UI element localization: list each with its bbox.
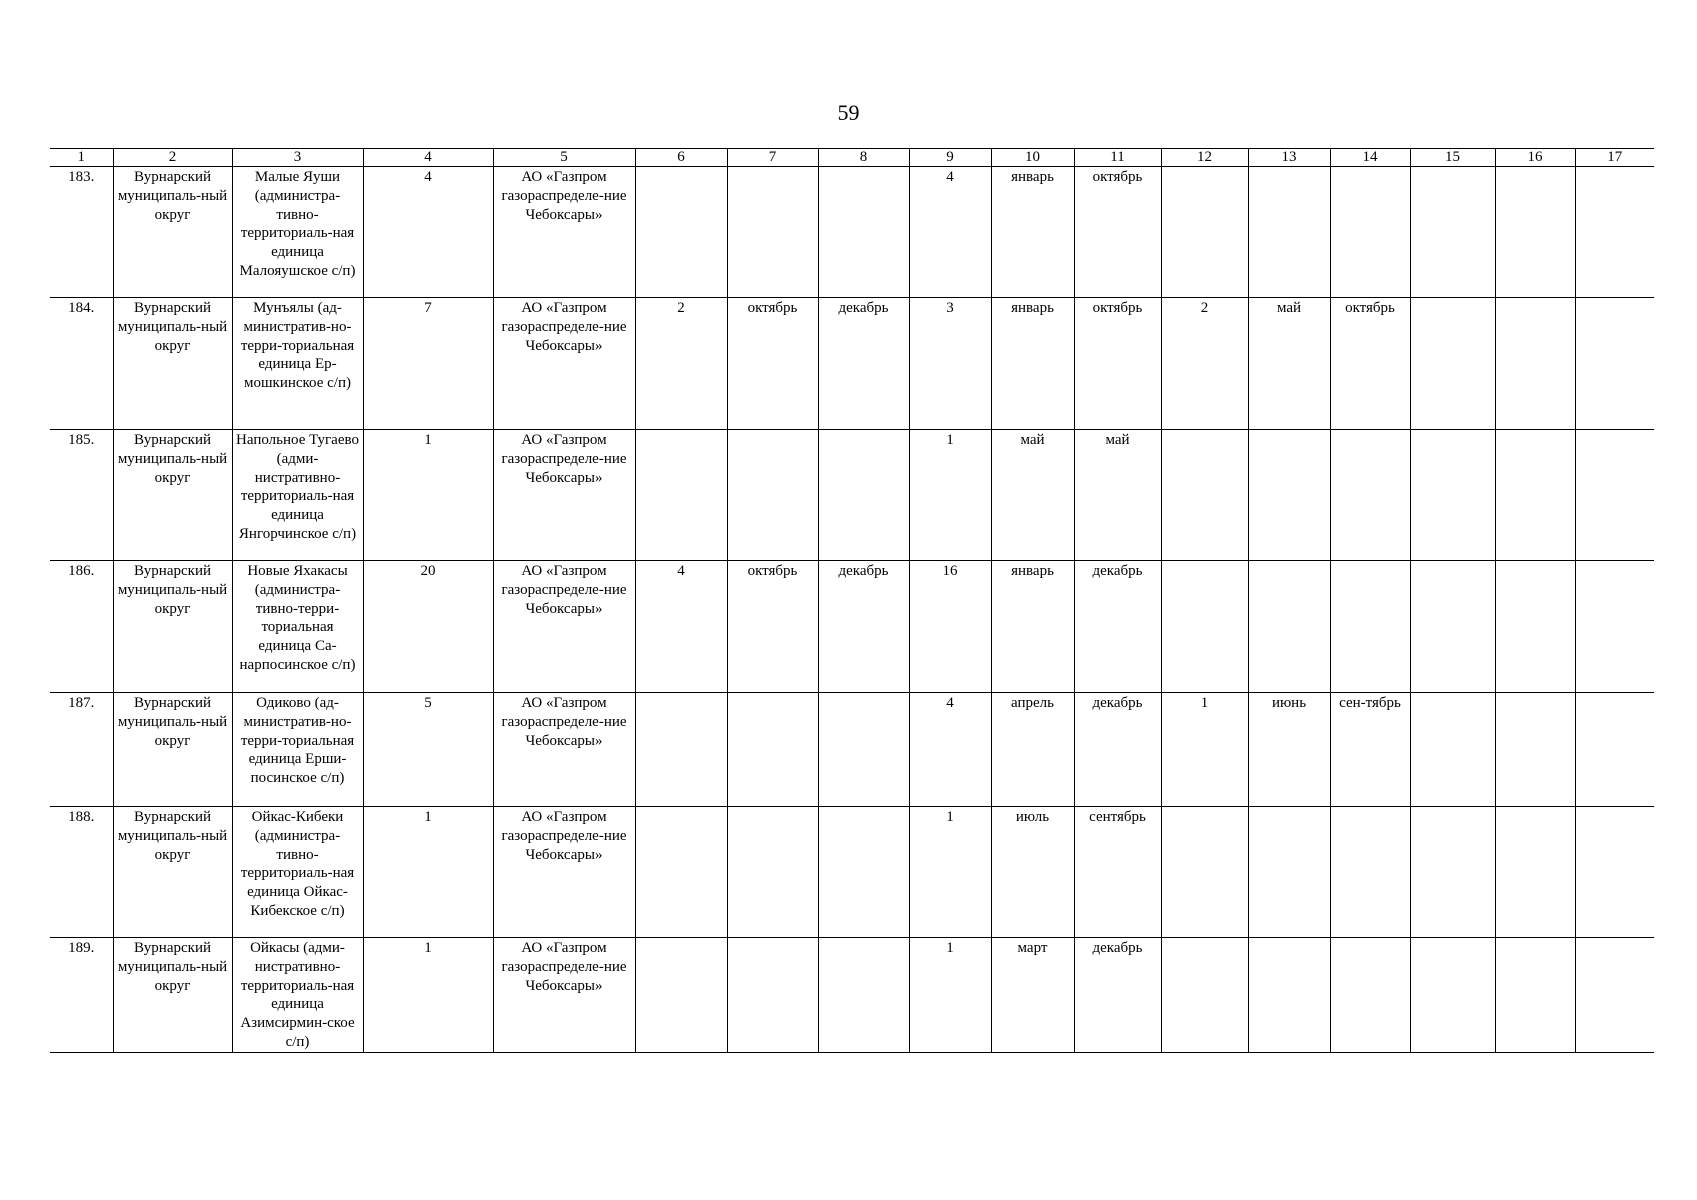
col12-cell: 1 — [1161, 693, 1248, 807]
col8-cell — [818, 807, 909, 938]
row-number-cell: 183. — [50, 167, 113, 298]
col11-cell: октябрь — [1074, 167, 1161, 298]
settlement-cell: Новые Яхакасы (администра-тивно-терри-ториальная единица Са-нарпосинское с/п) — [232, 561, 363, 693]
column-header: 14 — [1330, 149, 1410, 167]
organization-cell: АО «Газпром газораспределе-ние Чебоксары» — [493, 807, 635, 938]
col14-cell — [1330, 807, 1410, 938]
district-cell: Вурнарский муниципаль-ный округ — [113, 561, 232, 693]
col10-cell: январь — [991, 298, 1074, 430]
col11-cell: декабрь — [1074, 938, 1161, 1053]
col16-cell — [1495, 298, 1575, 430]
col12-cell — [1161, 807, 1248, 938]
organization-cell: АО «Газпром газораспределе-ние Чебоксары» — [493, 167, 635, 298]
col6-cell — [635, 167, 727, 298]
col14-cell — [1330, 561, 1410, 693]
col7-cell — [727, 430, 818, 561]
table-row — [50, 430, 1654, 561]
col8-cell — [818, 430, 909, 561]
col16-cell — [1495, 561, 1575, 693]
settlement-cell: Малые Яуши (администра-тивно-территориаль-ная единица Малояушское с/п) — [232, 167, 363, 298]
col9-cell: 1 — [909, 807, 991, 938]
col14-cell — [1330, 430, 1410, 561]
col17-cell — [1575, 167, 1654, 298]
column-header: 6 — [635, 149, 727, 167]
col11-cell: декабрь — [1074, 561, 1161, 693]
column-header: 5 — [493, 149, 635, 167]
col7-cell — [727, 938, 818, 1053]
total-count-cell: 20 — [363, 561, 493, 693]
column-header: 4 — [363, 149, 493, 167]
col9-cell: 4 — [909, 167, 991, 298]
col14-cell — [1330, 938, 1410, 1053]
col6-cell — [635, 693, 727, 807]
col17-cell — [1575, 807, 1654, 938]
district-cell: Вурнарский муниципаль-ный округ — [113, 938, 232, 1053]
settlement-cell: Ойкас-Кибеки (администра-тивно-территориаль-ная единица Ойкас-Кибекское с/п) — [232, 807, 363, 938]
col8-cell: декабрь — [818, 561, 909, 693]
col17-cell — [1575, 938, 1654, 1053]
col16-cell — [1495, 167, 1575, 298]
organization-cell: АО «Газпром газораспределе-ние Чебоксары» — [493, 561, 635, 693]
column-header: 10 — [991, 149, 1074, 167]
col10-cell: апрель — [991, 693, 1074, 807]
column-header: 1 — [50, 149, 113, 167]
col10-cell: май — [991, 430, 1074, 561]
col15-cell — [1410, 807, 1495, 938]
col16-cell — [1495, 938, 1575, 1053]
col9-cell: 4 — [909, 693, 991, 807]
total-count-cell: 7 — [363, 298, 493, 430]
col12-cell — [1161, 430, 1248, 561]
col13-cell — [1248, 430, 1330, 561]
col11-cell: сентябрь — [1074, 807, 1161, 938]
column-header: 16 — [1495, 149, 1575, 167]
column-header: 8 — [818, 149, 909, 167]
col8-cell: декабрь — [818, 298, 909, 430]
district-cell: Вурнарский муниципаль-ный округ — [113, 298, 232, 430]
col8-cell — [818, 693, 909, 807]
table-row — [50, 167, 1654, 298]
col15-cell — [1410, 561, 1495, 693]
row-number-cell: 188. — [50, 807, 113, 938]
col6-cell: 2 — [635, 298, 727, 430]
col7-cell — [727, 807, 818, 938]
col8-cell — [818, 167, 909, 298]
col7-cell: октябрь — [727, 298, 818, 430]
col10-cell: июль — [991, 807, 1074, 938]
row-number-cell: 187. — [50, 693, 113, 807]
organization-cell: АО «Газпром газораспределе-ние Чебоксары» — [493, 430, 635, 561]
table-row — [50, 807, 1654, 938]
total-count-cell: 4 — [363, 167, 493, 298]
page-number: 59 — [837, 100, 860, 125]
total-count-cell: 1 — [363, 807, 493, 938]
col15-cell — [1410, 167, 1495, 298]
settlement-cell: Мунъялы (ад-министратив-но-терри-ториальная единица Ер-мошкинское с/п) — [232, 298, 363, 430]
organization-cell: АО «Газпром газораспределе-ние Чебоксары» — [493, 298, 635, 430]
col9-cell: 16 — [909, 561, 991, 693]
col10-cell: январь — [991, 167, 1074, 298]
col17-cell — [1575, 430, 1654, 561]
col15-cell — [1410, 938, 1495, 1053]
row-number-cell: 184. — [50, 298, 113, 430]
total-count-cell: 1 — [363, 430, 493, 561]
col14-cell: октябрь — [1330, 298, 1410, 430]
settlement-cell: Одиково (ад-министратив-но-терри-ториальная единица Ерши-посинское с/п) — [232, 693, 363, 807]
settlement-cell: Ойкасы (адми-нистративно-территориаль-ная единица Азимсирмин-ское с/п) — [232, 938, 363, 1053]
column-header: 7 — [727, 149, 818, 167]
row-number-cell: 185. — [50, 430, 113, 561]
col10-cell: январь — [991, 561, 1074, 693]
table-row — [50, 938, 1654, 1053]
organization-cell: АО «Газпром газораспределе-ние Чебоксары» — [493, 693, 635, 807]
col9-cell: 1 — [909, 430, 991, 561]
column-number-row — [50, 149, 1654, 167]
schedule-table — [50, 148, 1654, 1053]
col13-cell — [1248, 561, 1330, 693]
district-cell: Вурнарский муниципаль-ный округ — [113, 167, 232, 298]
col6-cell — [635, 807, 727, 938]
col14-cell: сен-тябрь — [1330, 693, 1410, 807]
district-cell: Вурнарский муниципаль-ный округ — [113, 430, 232, 561]
col13-cell — [1248, 167, 1330, 298]
column-header: 17 — [1575, 149, 1654, 167]
col17-cell — [1575, 561, 1654, 693]
col14-cell — [1330, 167, 1410, 298]
column-header: 12 — [1161, 149, 1248, 167]
col11-cell: май — [1074, 430, 1161, 561]
col7-cell: октябрь — [727, 561, 818, 693]
col16-cell — [1495, 807, 1575, 938]
col12-cell: 2 — [1161, 298, 1248, 430]
row-number-cell: 189. — [50, 938, 113, 1053]
col6-cell: 4 — [635, 561, 727, 693]
column-header: 9 — [909, 149, 991, 167]
col9-cell: 3 — [909, 298, 991, 430]
table-row — [50, 561, 1654, 693]
settlement-cell: Напольное Тугаево (адми-нистративно-территориаль-ная единица Янгорчинское с/п) — [232, 430, 363, 561]
col10-cell: март — [991, 938, 1074, 1053]
col9-cell: 1 — [909, 938, 991, 1053]
column-header: 2 — [113, 149, 232, 167]
district-cell: Вурнарский муниципаль-ный округ — [113, 807, 232, 938]
col17-cell — [1575, 298, 1654, 430]
column-header: 13 — [1248, 149, 1330, 167]
col13-cell — [1248, 938, 1330, 1053]
organization-cell: АО «Газпром газораспределе-ние Чебоксары» — [493, 938, 635, 1053]
table-row — [50, 693, 1654, 807]
column-header: 11 — [1074, 149, 1161, 167]
col6-cell — [635, 938, 727, 1053]
col12-cell — [1161, 938, 1248, 1053]
col13-cell: май — [1248, 298, 1330, 430]
col15-cell — [1410, 430, 1495, 561]
col15-cell — [1410, 298, 1495, 430]
col12-cell — [1161, 167, 1248, 298]
col7-cell — [727, 167, 818, 298]
total-count-cell: 5 — [363, 693, 493, 807]
column-header: 3 — [232, 149, 363, 167]
total-count-cell: 1 — [363, 938, 493, 1053]
col8-cell — [818, 938, 909, 1053]
col13-cell — [1248, 807, 1330, 938]
district-cell: Вурнарский муниципаль-ный округ — [113, 693, 232, 807]
col7-cell — [727, 693, 818, 807]
col15-cell — [1410, 693, 1495, 807]
col6-cell — [635, 430, 727, 561]
col12-cell — [1161, 561, 1248, 693]
table-row — [50, 298, 1654, 430]
col13-cell: июнь — [1248, 693, 1330, 807]
col17-cell — [1575, 693, 1654, 807]
col11-cell: октябрь — [1074, 298, 1161, 430]
col16-cell — [1495, 430, 1575, 561]
col16-cell — [1495, 693, 1575, 807]
column-header: 15 — [1410, 149, 1495, 167]
col11-cell: декабрь — [1074, 693, 1161, 807]
row-number-cell: 186. — [50, 561, 113, 693]
